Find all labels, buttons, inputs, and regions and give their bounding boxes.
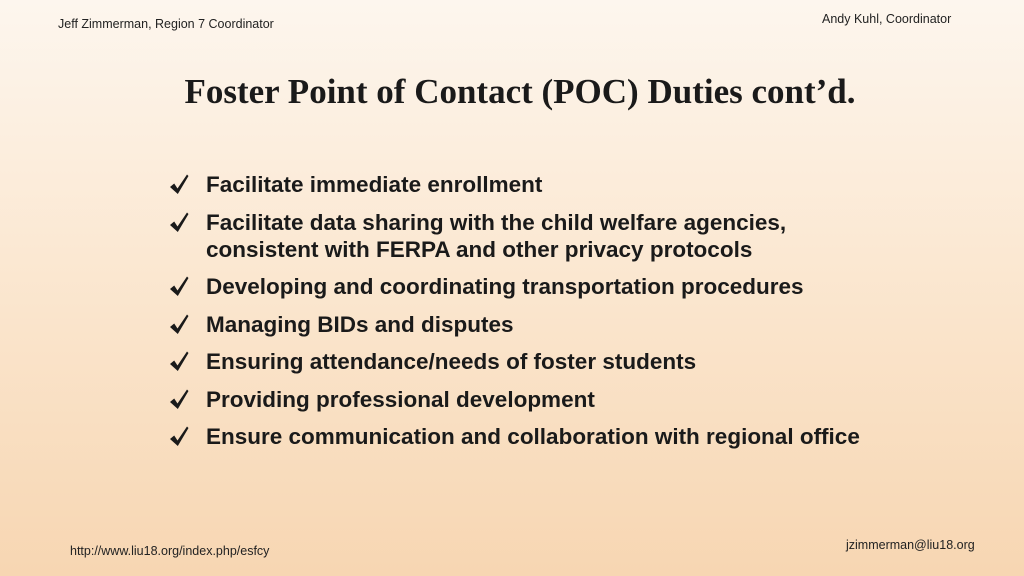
- coordinator-name: Andy Kuhl, Coordinator: [822, 12, 952, 26]
- duty-item: [168, 423, 968, 450]
- duty-item: [168, 273, 968, 300]
- slide-title: Foster Point of Contact (POC) Duties cont’d.: [184, 72, 856, 111]
- duty-item: [168, 348, 968, 375]
- duties-list: [168, 171, 968, 461]
- checkmark-icon: [168, 273, 190, 300]
- duty-text: Facilitate data sharing with the child welfare agencies,: [206, 209, 787, 235]
- checkmark-icon: [168, 423, 190, 450]
- duty-text: Providing professional development: [206, 386, 595, 412]
- contact-email[interactable]: jzimmerman@liu18.org: [846, 538, 975, 552]
- duty-text: Developing and coordinating transportation procedures: [206, 274, 804, 299]
- checkmark-icon: [168, 311, 190, 338]
- checkmark-icon: [168, 209, 190, 236]
- duty-text-continued: consistent with FERPA and other privacy protocols: [206, 236, 753, 262]
- website-url[interactable]: http://www.liu18.org/index.php/esfcy: [70, 544, 270, 558]
- presenter-name: Jeff Zimmerman, Region 7 Coordinator: [58, 17, 274, 31]
- duty-item: [168, 311, 968, 338]
- checkmark-icon: [168, 348, 190, 375]
- checkmark-icon: [168, 386, 190, 413]
- checkmark-icon: [168, 171, 190, 198]
- duty-item: [168, 386, 968, 413]
- duty-item: [168, 171, 968, 198]
- duty-text: Facilitate immediate enrollment: [206, 172, 543, 197]
- duty-text: Ensure communication and collaboration with regional office: [206, 424, 860, 449]
- duty-text: Ensuring attendance/needs of foster students: [206, 349, 697, 374]
- duty-item: [168, 209, 968, 263]
- duty-text: Managing BIDs and disputes: [206, 311, 514, 337]
